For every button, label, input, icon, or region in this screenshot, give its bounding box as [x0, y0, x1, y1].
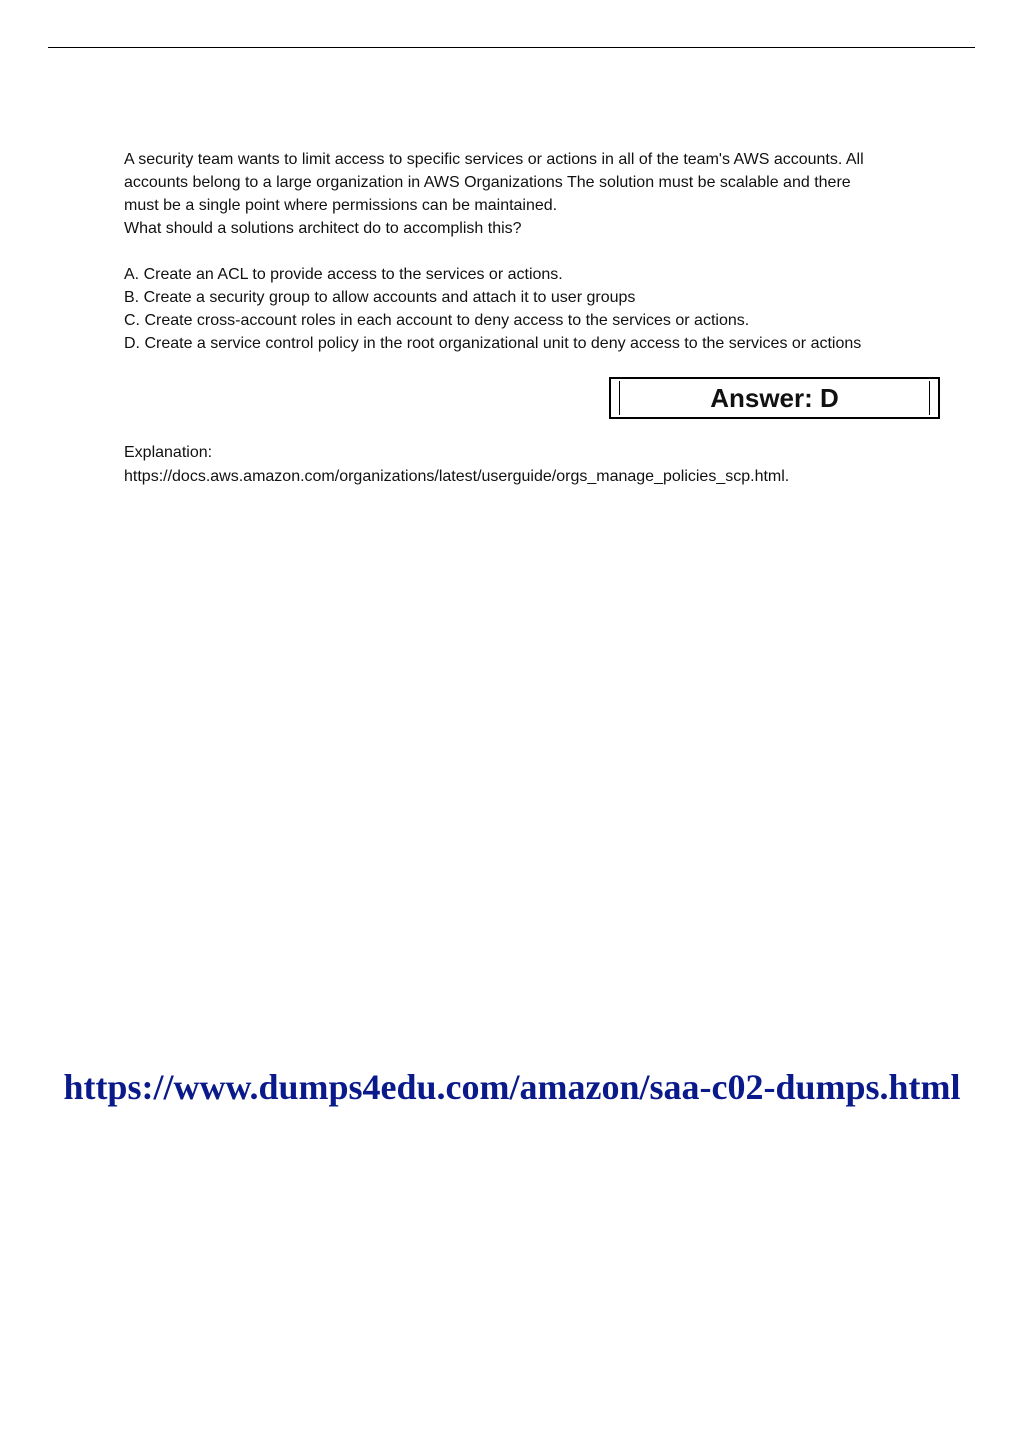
question-text	[124, 148, 944, 240]
option-d: D. Create a service control policy in the root organizational unit to deny access to the services or actions	[124, 335, 862, 352]
header-divider	[48, 47, 975, 48]
question-prompt: What should a solutions architect do to accomplish this?	[124, 220, 522, 237]
question-line: accounts belong to a large organization in AWS Organizations The solution must be scalable and there	[124, 174, 851, 191]
option-a: A. Create an ACL to provide access to the services or actions.	[124, 266, 563, 283]
answer-box	[609, 377, 940, 419]
option-b: B. Create a security group to allow accounts and attach it to user groups	[124, 289, 636, 306]
explanation-heading: Explanation:	[124, 444, 213, 461]
explanation-reference: https://docs.aws.amazon.com/organizations/latest/userguide/orgs_manage_policies_scp.html.	[124, 468, 790, 485]
answer-label: Answer: D	[710, 382, 839, 413]
explanation-block	[124, 441, 984, 489]
option-c: C. Create cross-account roles in each account to deny access to the services or actions.	[124, 312, 750, 329]
answer-options	[124, 263, 944, 355]
question-line: A security team wants to limit access to specific services or actions in all of the team's AWS accounts. All	[124, 151, 864, 168]
footer-link[interactable]: https://www.dumps4edu.com/amazon/saa-c02-dumps.html	[63, 1067, 961, 1107]
question-line: must be a single point where permissions can be maintained.	[124, 197, 558, 214]
question-block	[124, 148, 944, 355]
